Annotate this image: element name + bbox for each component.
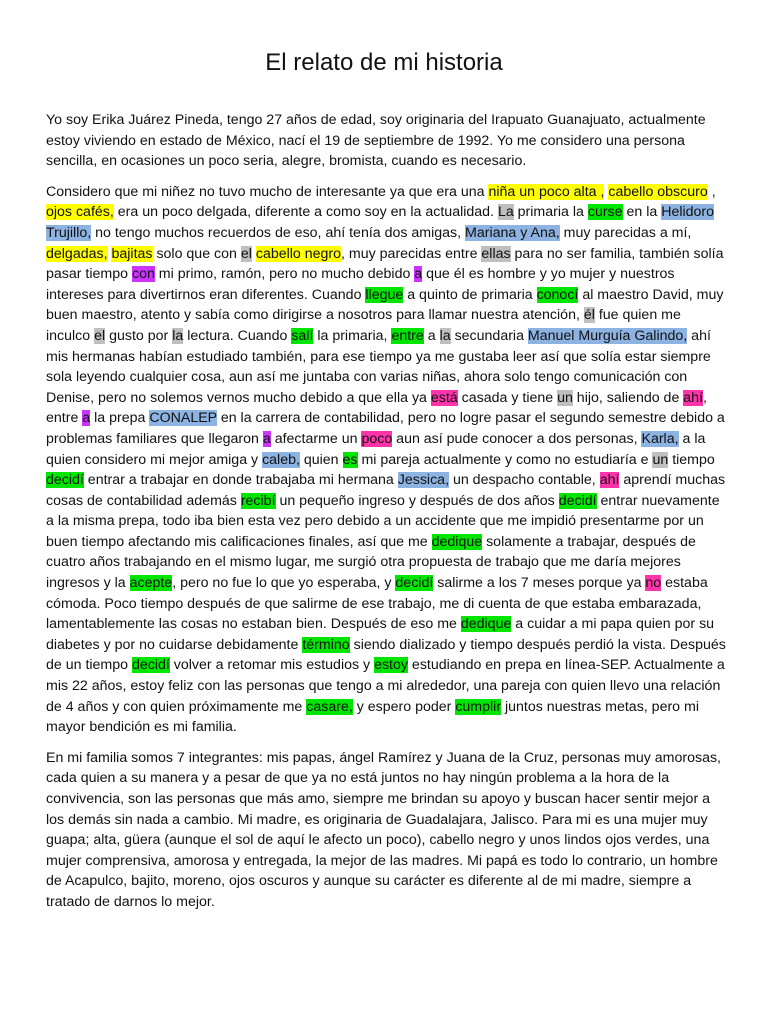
highlighted-word: dedique [431, 533, 483, 550]
text-run: volver a retomar mis estudios y [169, 657, 375, 674]
text-run: aprendí muchas cosas de contabilidad además [46, 472, 726, 509]
paragraph-2 [46, 182, 726, 738]
text-run: salirme a los 7 meses porque ya [433, 575, 646, 592]
highlighted-word: entre [391, 327, 424, 344]
highlighted-word: ahí [683, 389, 704, 406]
document-body [46, 110, 726, 923]
text-run: al maestro David, muy buen maestro, atento y sabía como dirigirse a nosotros para llamar nuestra atención, [46, 286, 724, 324]
paragraph-1 [46, 110, 726, 172]
highlighted-word: un [557, 389, 573, 406]
highlighted-word: cabello obscuro [608, 183, 708, 200]
text-run: a quinto de primaria [403, 286, 537, 303]
highlighted-word: está [430, 389, 458, 406]
text-run: solo que con [152, 245, 241, 262]
text-run: la prepa [90, 410, 150, 427]
highlighted-word: conocí [536, 286, 579, 303]
text-run: Considero que mi niñez no tuvo mucho de interesante ya que era una [46, 183, 489, 200]
highlighted-word: a [82, 410, 91, 427]
highlighted-word: a [414, 266, 423, 283]
text-run: lectura. Cuando [183, 327, 292, 344]
highlighted-word: la [439, 327, 451, 344]
text-run: quien [299, 451, 343, 468]
text-run: fue quien me inculco [46, 307, 681, 344]
text-run: entrar a trabajar en donde trabajaba mi hermana [83, 472, 398, 489]
text-run: y espero poder [352, 698, 456, 715]
highlighted-word: acepte [129, 575, 173, 592]
highlighted-word: el [240, 245, 252, 262]
text-run: mi pareja actualmente y como no estudiaría e [357, 451, 653, 468]
text-run: era un poco delgada, diferente a como soy en la actualidad. [113, 204, 498, 221]
highlighted-word: Jessica, [397, 472, 450, 489]
text-run: tiempo [668, 451, 715, 468]
text-run: secundaria [450, 327, 528, 344]
highlighted-word: decidí [395, 575, 434, 592]
highlighted-word: salí [291, 327, 314, 344]
highlighted-word: ojos cafés, [46, 204, 114, 221]
text-run: hijo, saliendo de [572, 389, 684, 406]
text-run: para no ser familia, también solía pasar tiempo [46, 245, 724, 283]
highlighted-word: delgadas, [46, 245, 108, 262]
highlighted-word: es [342, 451, 358, 468]
text-run: mi primo, ramón, pero no mucho debido [154, 266, 415, 283]
highlighted-word: casare, [306, 698, 353, 715]
highlighted-word: poco [361, 430, 393, 447]
highlighted-word: Mariana y Ana, [465, 224, 560, 241]
text-run: aun así pude conocer a dos personas, [392, 430, 642, 447]
text-run: en la [622, 204, 662, 221]
highlighted-word: niña un poco alta , [488, 183, 605, 200]
highlighted-word: llegue [365, 286, 404, 303]
text-run: que él es hombre y yo mujer y nuestros intereses para divertirnos eran diferentes. Cuando [46, 266, 675, 303]
highlighted-word: decidí [46, 472, 84, 489]
highlighted-word: Manuel Murguía Galindo, [527, 327, 688, 344]
text-run: , muy parecidas entre [341, 245, 482, 262]
text-run: afectarme un [270, 430, 362, 447]
highlighted-word: término [302, 636, 350, 653]
highlighted-word: estoy [374, 657, 408, 674]
highlighted-word: la [172, 327, 184, 344]
highlighted-word: ahí [599, 472, 620, 489]
text-run: siendo dializado y tiempo después perdió la vista. Después de un tiempo [46, 636, 726, 674]
highlighted-word: cumplir [455, 698, 502, 715]
document-title: El relato de mi historia [265, 49, 503, 76]
text-run: estaba cómoda. Poco tiempo después de que salirme de ese trabajo, me di cuenta de que estaba embarazada, lamentablemente las cosas no estaban bien. Después de eso me [46, 575, 708, 633]
text-run: casada y tiene [457, 389, 558, 406]
text-run: un despacho contable, [449, 472, 600, 489]
highlighted-word: con [131, 266, 155, 283]
text-run: , entre [46, 389, 707, 427]
highlighted-word: bajitas [111, 245, 153, 262]
text-run: muy parecidas a mí, [559, 224, 692, 241]
text-run: , pero no fue lo que yo esperaba, y [172, 575, 396, 592]
highlighted-word: cabello negro [255, 245, 342, 262]
text-run: Yo soy Erika Juárez Pineda, tengo 27 años de edad, soy originaria del Irapuato Guanajuato, actualmente estoy viviendo en estado de México, nací el 19 de septiembre de 1992. Yo me considero una persona sencilla, en ocasiones un poco seria, alegre, bromista, cuando es necesario. [46, 112, 706, 170]
highlighted-word: un [652, 451, 669, 468]
highlighted-word: él [583, 307, 595, 324]
highlighted-word: no [645, 575, 662, 592]
text-run: a cuidar a mi papa quien por su diabetes y por no cuidarse debidamente [46, 616, 715, 653]
text-run: en la carrera de contabilidad, pero no logre pasar el segundo semestre debido a problemas familiares que llegaron [46, 410, 725, 447]
highlighted-word: CONALEP [149, 410, 217, 427]
text-run: solamente a trabajar, después de cuatro años trabajando en el mismo lugar, me surgió otra propuesta de trabajo que me daría mejores ingresos y la [46, 533, 696, 592]
text-run: la primaria, [313, 327, 392, 344]
highlighted-word: ellas [481, 245, 511, 262]
text-run: un pequeño ingreso y después de dos años [275, 492, 559, 509]
highlighted-word: dedique [460, 616, 512, 633]
paragraph-3 [46, 748, 726, 913]
highlighted-word: decidí [558, 492, 597, 509]
highlighted-word: recibí [240, 492, 276, 509]
highlighted-word: decidí [131, 657, 170, 674]
text-run: estudiando en prepa en línea-SEP. Actualmente a mis 22 años, estoy feliz con las personas que tengo a mi alrededor, una pareja con quien llevo una relación de 4 años y con quien próximamente me [46, 657, 725, 715]
text-run: juntos nuestras metas, pero mi mayor bendición es mi familia. [46, 698, 699, 736]
highlighted-word: curse [587, 204, 623, 221]
highlighted-word: a [262, 430, 271, 447]
text-run: ahí mis hermanas habían estudiado también, para ese tiempo ya me gustaba leer así que solía estar siempre sola leyendo cualquier cosa, aun así me juntaba con varias niñas, ahora solo tengo comunicación con Denise, pero no solemos vernos mucho debido a que ella ya [46, 327, 711, 406]
text-run: no tengo muchos recuerdos de eso, ahí tenía dos amigas, [91, 224, 466, 241]
text-run: a la quien considero mi mejor amiga y [46, 430, 706, 468]
text-run: primaria la [513, 204, 588, 221]
text-run: a [423, 327, 440, 344]
highlighted-word: La [497, 204, 514, 221]
text-run: gusto por [105, 327, 173, 344]
text-run: , [707, 183, 716, 200]
highlighted-word: Karla, [641, 430, 679, 447]
highlighted-word: Helidoro Trujillo, [46, 204, 715, 241]
highlighted-word: el [94, 327, 106, 344]
text-run: En mi familia somos 7 integrantes: mis papas, ángel Ramírez y Juana de la Cruz, personas muy amorosas, cada quien a su manera y a pesar de que ya no está juntos no hay ningún problema a la hora de la convivencia, son las personas que más amo, siempre me brindan su apoyo y buscan hacer sentir mejor a los demás sin nada a cambio. Mi madre, es originaria de Guadalajara, Jalisco. Para mi es una mujer muy guapa; alta, güera (aunque el sol de aquí le afecto un poco), cabello negro y unos lindos ojos verdes, una mujer comprensiva, amorosa y entregada, la mejor de las madres. Mi papá es todo lo contrario, un hombre de Acapulco, bajito, moreno, ojos oscuros y aunque su carácter es diferente al de mi madre, siempre a tratado de darnos lo mejor. [46, 749, 721, 910]
text-run: entrar nuevamente a la misma prepa, todo iba bien esta vez pero debido a un accidente que me impidió presentarme por un buen tiempo afectando mis calificaciones finales, así que me [46, 492, 720, 550]
highlighted-word: caleb, [262, 451, 300, 468]
